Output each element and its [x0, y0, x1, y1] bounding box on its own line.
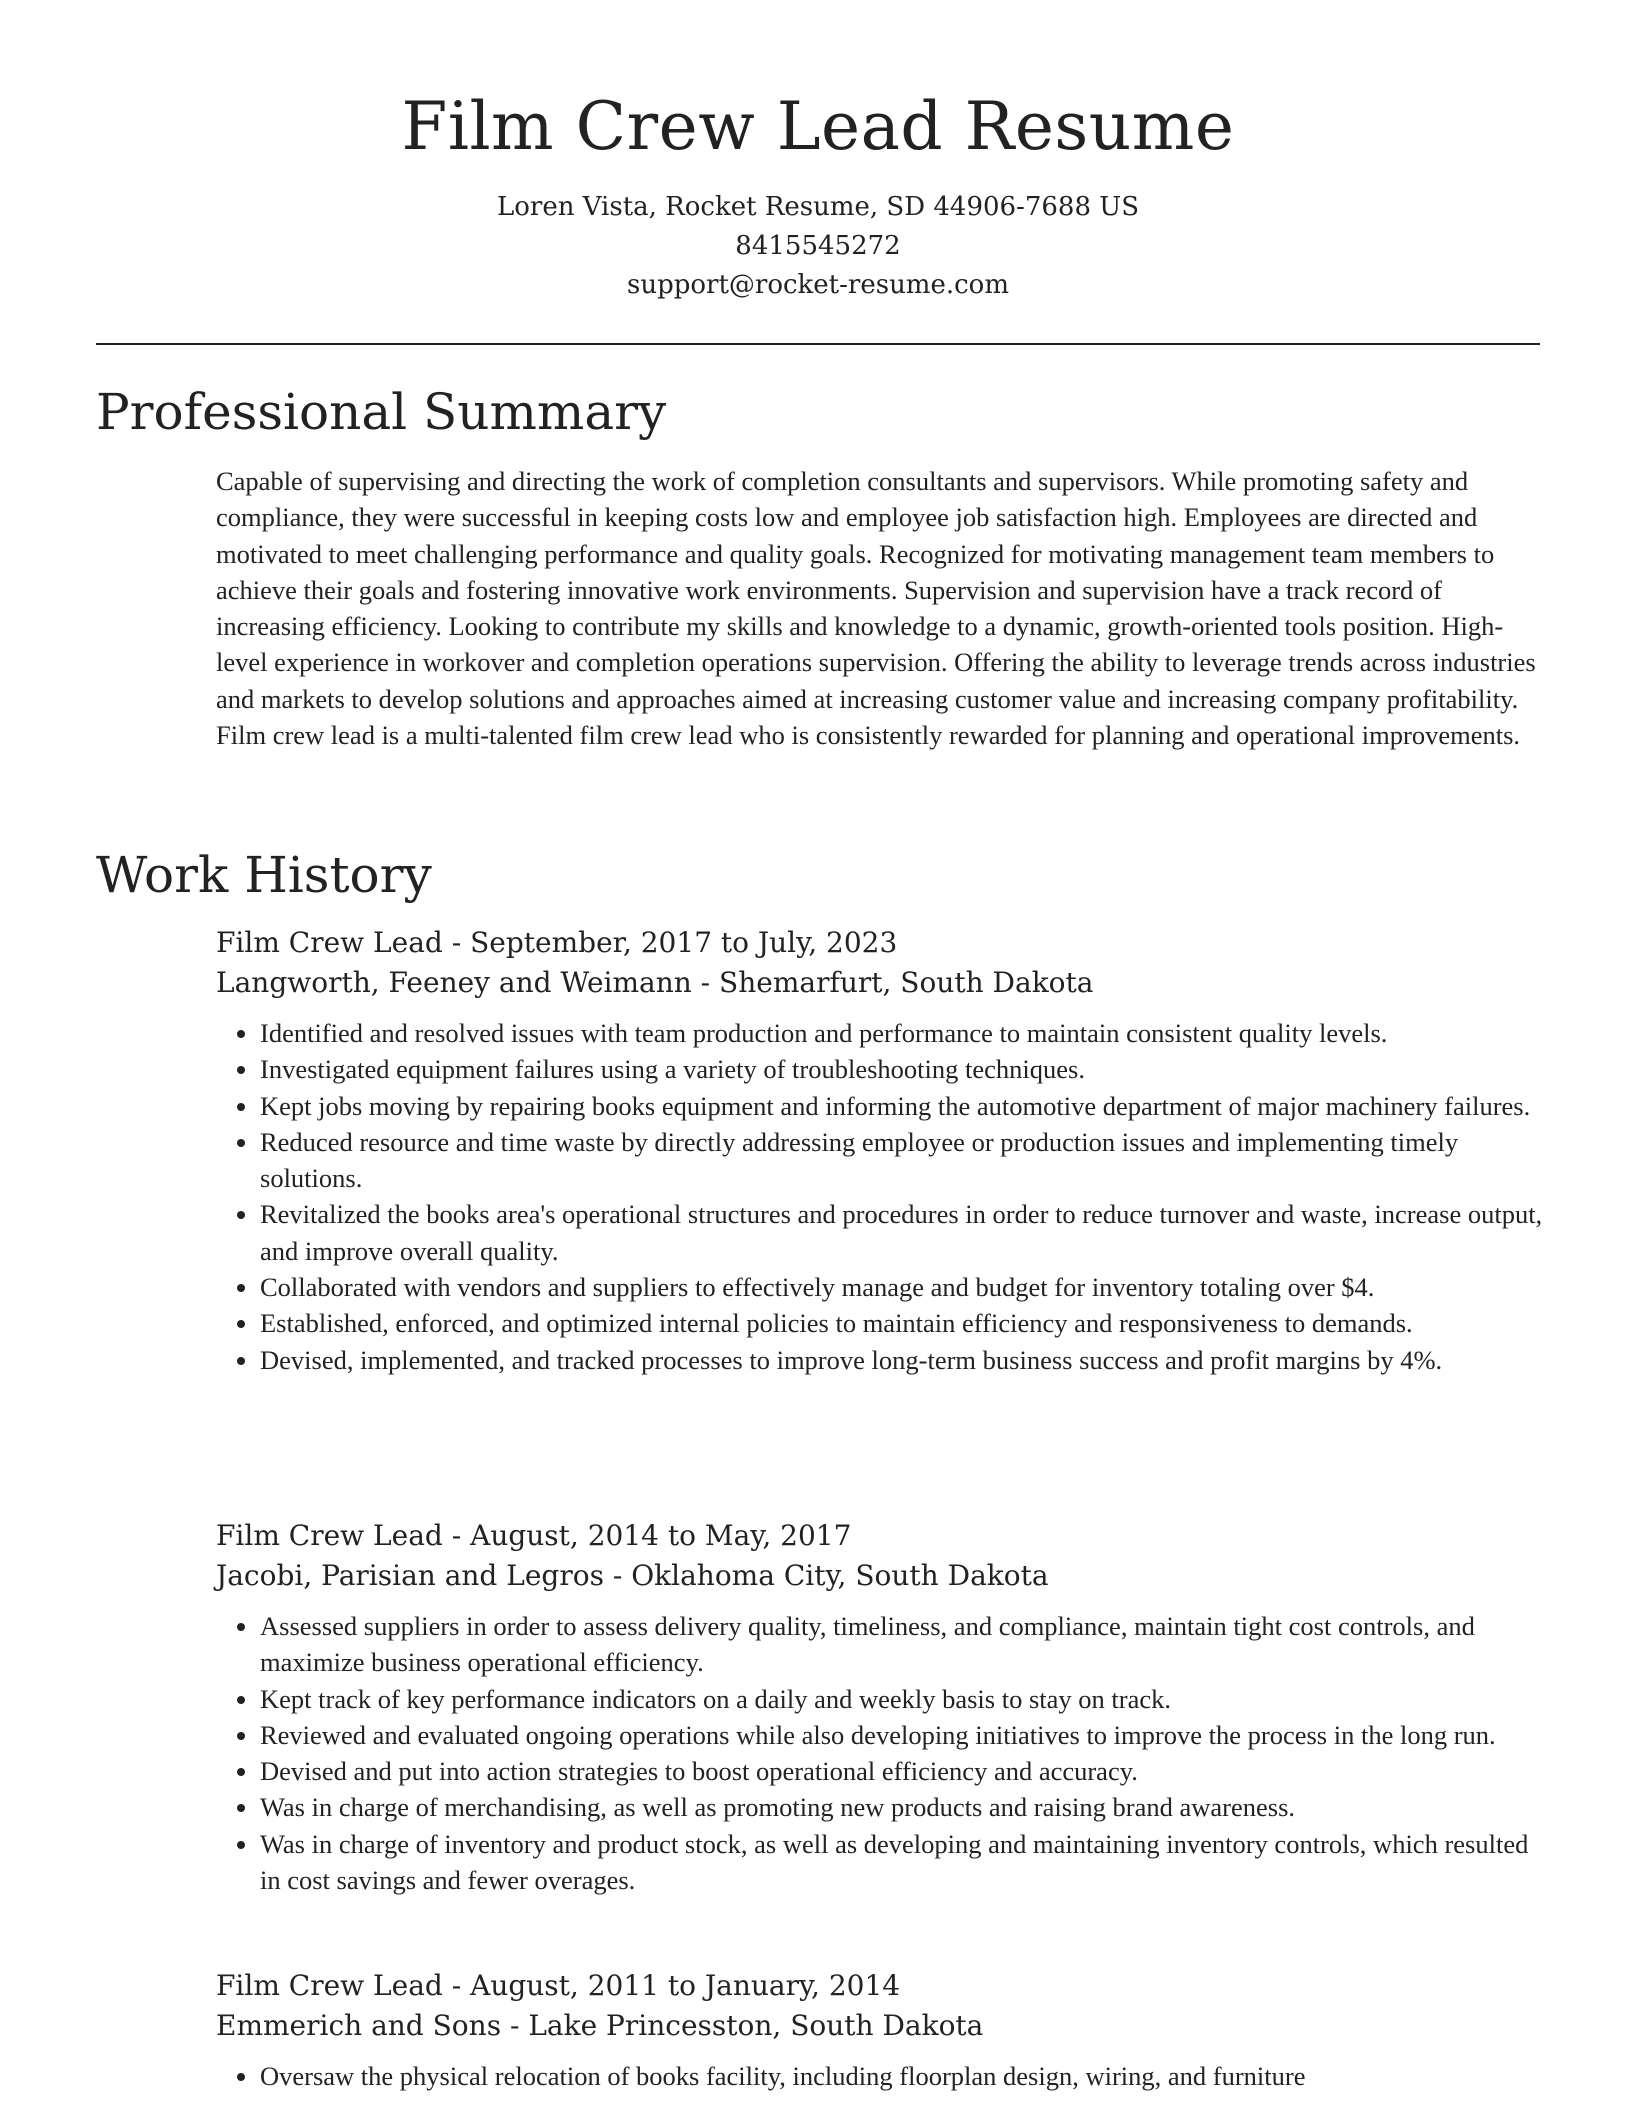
- resume-header: [96, 84, 1540, 305]
- job-dates: August, 2011 to January, 2014: [470, 1969, 901, 2002]
- list-item: • Kept track of key performance indicators on a daily and weekly basis to stay on track.: [260, 1681, 1544, 1717]
- job-title: Film Crew Lead: [216, 1969, 443, 2002]
- job-bullet-list: [216, 1015, 1544, 1378]
- job-location: Lake Princesston, South Dakota: [528, 2009, 984, 2042]
- list-item: • Identified and resolved issues with team production and performance to maintain consistent quality levels.: [260, 1015, 1544, 1051]
- list-item: • Devised, implemented, and tracked processes to improve long-term business success and profit margins by 4%.: [260, 1342, 1544, 1378]
- list-item: • Oversaw the physical relocation of books facility, including floorplan design, wiring, and furniture: [260, 2058, 1544, 2094]
- list-item: • Investigated equipment failures using a variety of troubleshooting techniques.: [260, 1051, 1544, 1087]
- job-entry: [216, 1516, 1544, 1898]
- list-item: • Collaborated with vendors and suppliers to effectively manage and budget for inventory totaling over $4.: [260, 1269, 1544, 1305]
- job-company: Jacobi, Parisian and Legros: [216, 1559, 604, 1592]
- job-company-line: Langworth, Feeney and Weimann - Shemarfurt, South Dakota: [216, 966, 1094, 999]
- list-item: • Revitalized the books area's operational structures and procedures in order to reduce turnover and waste, increase output, and improve overall quality.: [260, 1196, 1544, 1269]
- contact-address: Loren Vista, Rocket Resume, SD 44906-7688 US: [496, 192, 1140, 222]
- list-item: • Assessed suppliers in order to assess delivery quality, timeliness, and compliance, maintain tight cost controls, and maximize business operational efficiency.: [260, 1608, 1544, 1681]
- job-entry: [216, 1966, 1544, 2094]
- list-item: • Reviewed and evaluated ongoing operations while also developing initiatives to improve the process in the long run.: [260, 1717, 1544, 1753]
- contact-email: support@rocket-resume.com: [626, 270, 1009, 300]
- work-history-heading: Work History: [96, 846, 432, 904]
- contact-phone: 8415545272: [735, 231, 901, 261]
- list-item: • Reduced resource and time waste by directly addressing employee or production issues and implementing timely solutions.: [260, 1124, 1544, 1197]
- job-dates: September, 2017 to July, 2023: [470, 926, 898, 959]
- contact-block: [96, 188, 1540, 305]
- job-title-line: Film Crew Lead - August, 2014 to May, 2017: [216, 1519, 852, 1552]
- job-company-line: Jacobi, Parisian and Legros - Oklahoma City, South Dakota: [216, 1559, 1049, 1592]
- job-title-line: Film Crew Lead - September, 2017 to July, 2023: [216, 926, 898, 959]
- summary-heading: Professional Summary: [96, 383, 667, 441]
- summary-text: Capable of supervising and directing the work of completion consultants and supervisors. While promoting safety and compliance, they were successful in keeping costs low and employee job satisfaction high. Employees are directed and motivated to meet challenging performance and quality goals. Recognized for motivating management team members to achieve their goals and fostering innovative work environments. Supervision and supervision have a track record of increasing efficiency. Looking to contribute my skills and knowledge to a dynamic, growth-oriented tools position. High-level experience in workover and completion operations supervision. Offering the ability to leverage trends across industries and markets to develop solutions and approaches aimed at increasing customer value and increasing company profitability. Film crew lead is a multi-talented film crew lead who is consistently rewarded for planning and operational improvements.: [216, 466, 1536, 751]
- job-title: Film Crew Lead: [216, 926, 443, 959]
- resume-title: Film Crew Lead Resume: [401, 88, 1235, 165]
- list-item: • Was in charge of inventory and product stock, as well as developing and maintaining inventory controls, which resulted in cost savings and fewer overages.: [260, 1826, 1544, 1899]
- job-title-line: Film Crew Lead - August, 2011 to January, 2014: [216, 1969, 901, 2002]
- job-title: Film Crew Lead: [216, 1519, 443, 1552]
- job-location: Shemarfurt, South Dakota: [719, 966, 1094, 999]
- job-company: Langworth, Feeney and Weimann: [216, 966, 692, 999]
- list-item: • Devised and put into action strategies to boost operational efficiency and accuracy.: [260, 1753, 1544, 1789]
- header-divider: [96, 343, 1540, 345]
- job-company: Emmerich and Sons: [216, 2009, 502, 2042]
- job-entry: [216, 923, 1544, 1378]
- job-dates: August, 2014 to May, 2017: [470, 1519, 852, 1552]
- job-bullet-list: [216, 1608, 1544, 1898]
- job-bullet-list: [216, 2058, 1544, 2094]
- job-company-line: Emmerich and Sons - Lake Princesston, South Dakota: [216, 2009, 984, 2042]
- job-location: Oklahoma City, South Dakota: [631, 1559, 1049, 1592]
- list-item: • Established, enforced, and optimized internal policies to maintain efficiency and responsiveness to demands.: [260, 1305, 1544, 1341]
- list-item: • Was in charge of merchandising, as well as promoting new products and raising brand awareness.: [260, 1789, 1544, 1825]
- list-item: • Kept jobs moving by repairing books equipment and informing the automotive department of major machinery failures.: [260, 1088, 1544, 1124]
